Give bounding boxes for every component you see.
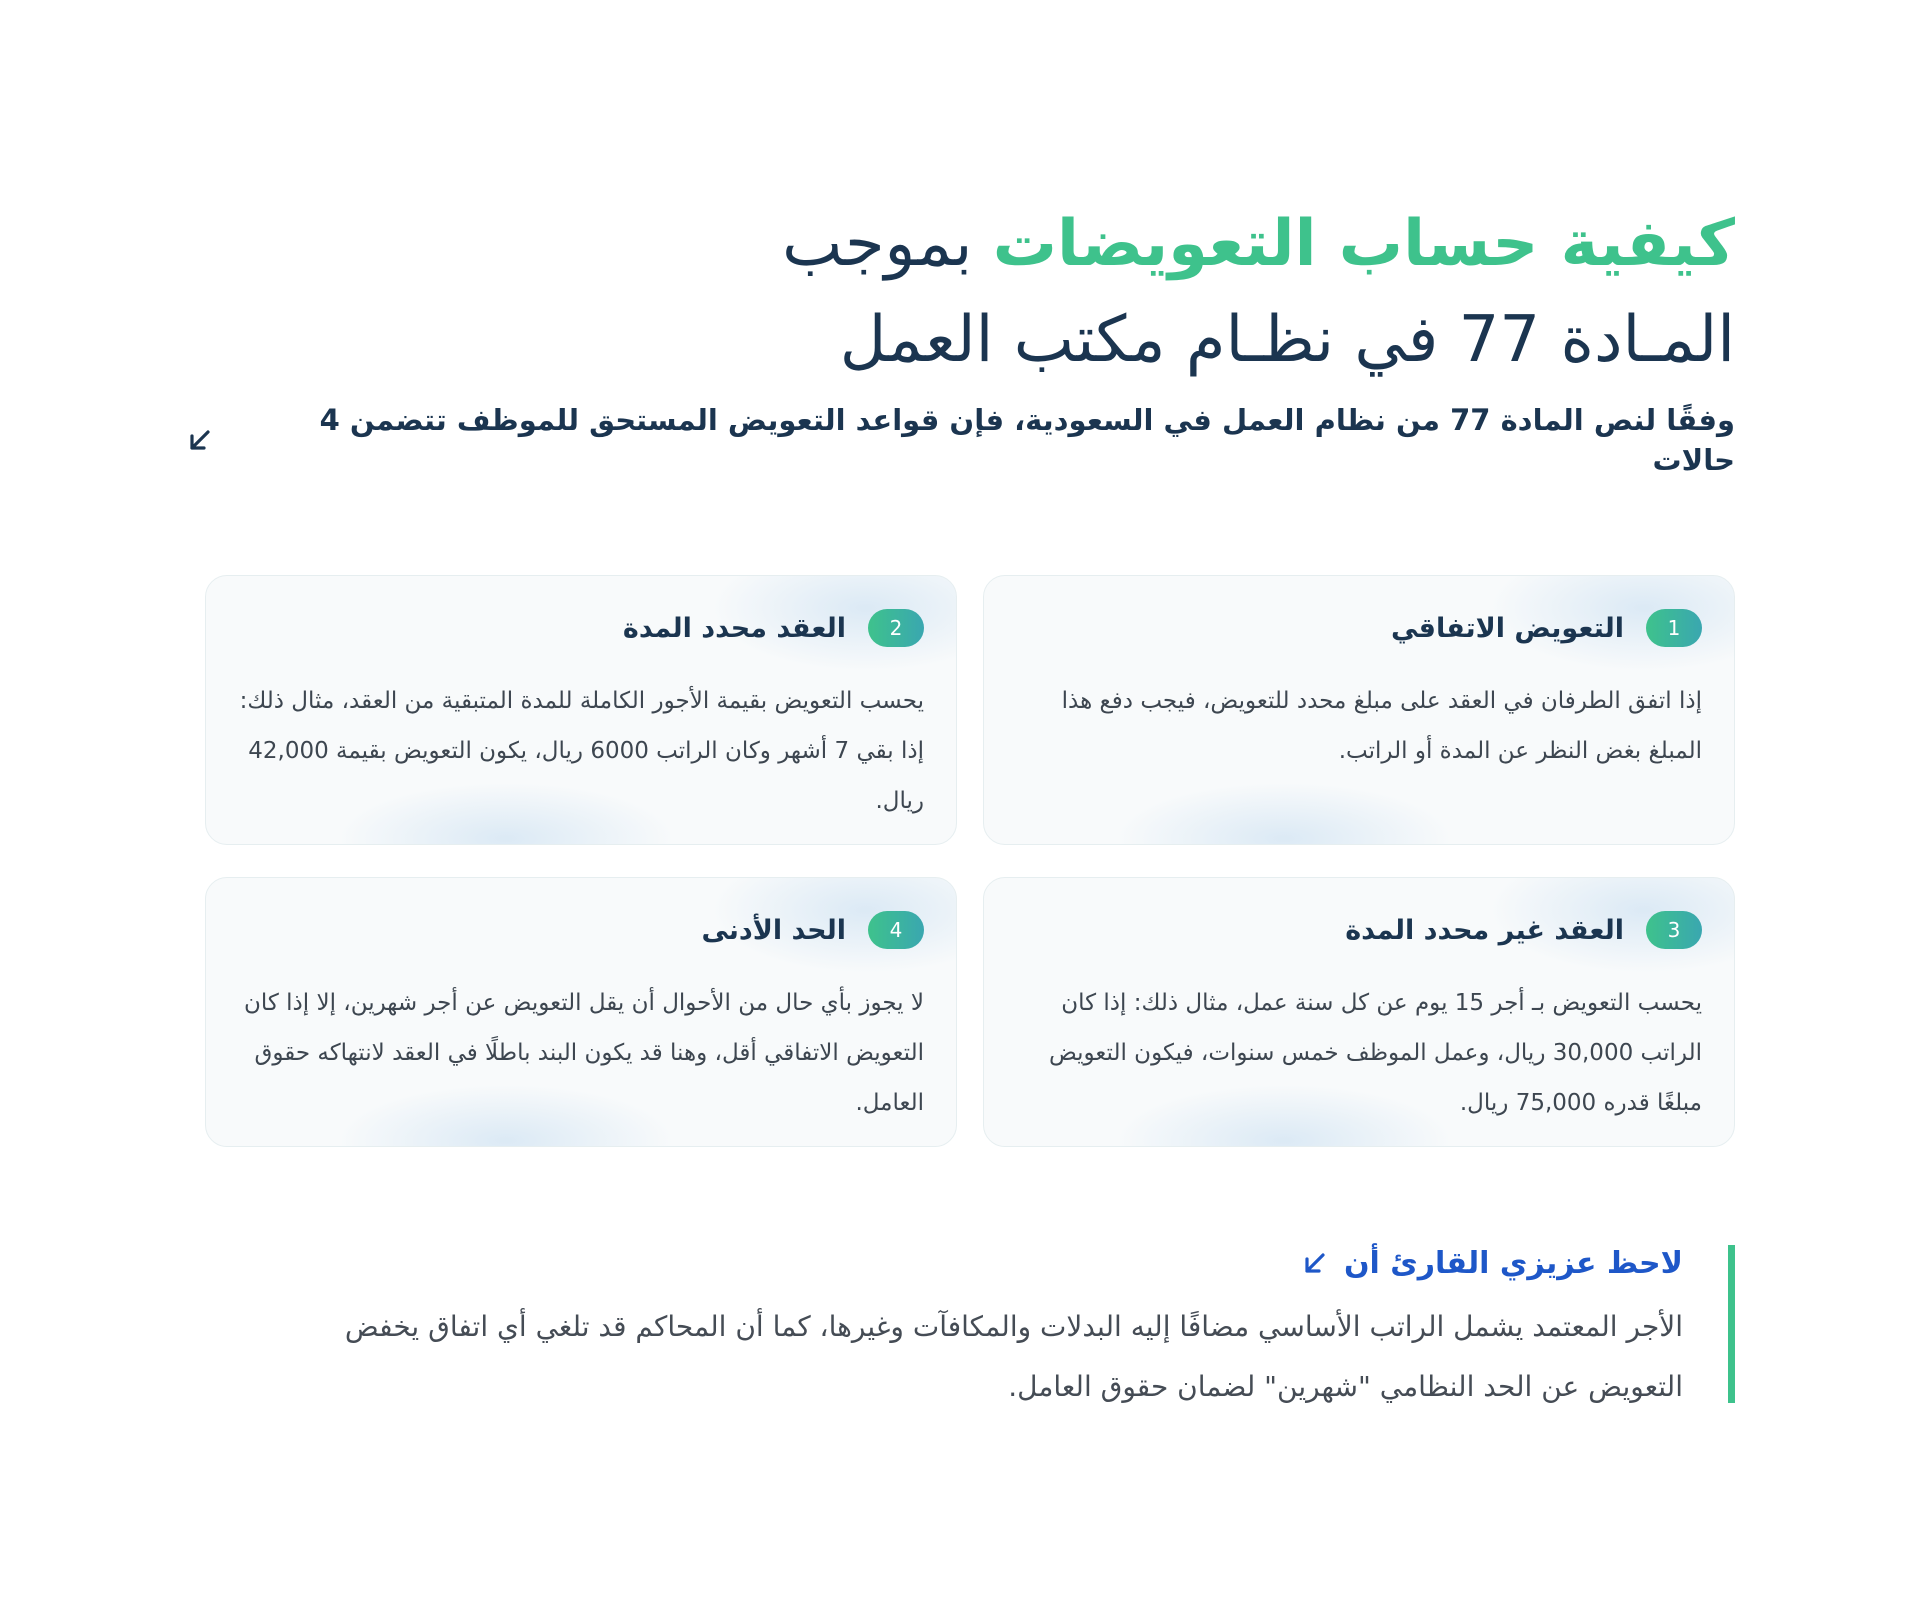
card-header [238, 910, 924, 950]
note-heading-text: لاحظ عزيزي القارئ أن [1343, 1245, 1683, 1281]
card-text: يحسب التعويض بـ أجر 15 يوم عن كل سنة عمل، مثال ذلك: إذا كان الراتب 30,000 ريال، وعمل الموظف خمس سنوات، فيكون التعويض مبلغًا قدره 75,000 ريال. [1048, 990, 1702, 1116]
title-rest: بموجب [782, 207, 993, 281]
card-header [1016, 910, 1702, 950]
arrow-down-left-icon [1300, 1248, 1330, 1278]
card-text: يحسب التعويض بقيمة الأجور الكاملة للمدة المتبقية من العقد، مثال ذلك: إذا بقي 7 أشهر وكان الراتب 6000 ريال، يكون التعويض بقيمة 42,000 ريال. [239, 688, 924, 814]
title-accent: كيفية حساب التعويضات [992, 207, 1735, 281]
card-header [1016, 608, 1702, 648]
case-card-2 [205, 575, 957, 845]
card-number-badge: 1 [1646, 609, 1702, 647]
card-title: العقد محدد المدة [622, 612, 846, 644]
case-card-1 [983, 575, 1735, 845]
note-text: الأجر المعتمد يشمل الراتب الأساسي مضافًا إليه البدلات والمكافآت وغيرها، كما أن المحاكم قد تلغي أي اتفاق يخفض التعويض عن الحد النظامي "شهرين" لضمان حقوق العامل. [344, 1310, 1683, 1403]
card-text: لا يجوز بأي حال من الأحوال أن يقل التعويض عن أجر شهرين، إلا إذا كان التعويض الاتفاقي أقل، وهنا قد يكون البند باطلًا في العقد لانتهاكه حقوق العامل. [243, 990, 924, 1116]
card-title: العقد غير محدد المدة [1345, 914, 1624, 946]
card-number-badge: 4 [868, 911, 924, 949]
card-title: التعويض الاتفاقي [1390, 612, 1624, 644]
case-card-4 [205, 877, 957, 1147]
reader-note [185, 1245, 1735, 1403]
note-heading [185, 1241, 1683, 1285]
arrow-down-left-icon [185, 425, 215, 455]
card-title: الحد الأدنى [701, 914, 846, 946]
case-card-3 [983, 877, 1735, 1147]
card-text: إذا اتفق الطرفان في العقد على مبلغ محدد للتعويض، فيجب دفع هذا المبلغ بغض النظر عن المدة أو الراتب. [1061, 688, 1702, 764]
subtitle-text: وفقًا لنص المادة 77 من نظام العمل في السعودية، فإن قواعد التعويض المستحق للموظف تتضمن 4 حالات [319, 403, 1735, 477]
card-header [238, 608, 924, 648]
subtitle [185, 400, 1735, 480]
card-number-badge: 3 [1646, 911, 1702, 949]
card-number-badge: 2 [868, 609, 924, 647]
cases-grid [185, 575, 1735, 1147]
page-title [185, 196, 1735, 388]
title-line-2: المـادة 77 في نظـام مكتب العمل [839, 303, 1735, 377]
